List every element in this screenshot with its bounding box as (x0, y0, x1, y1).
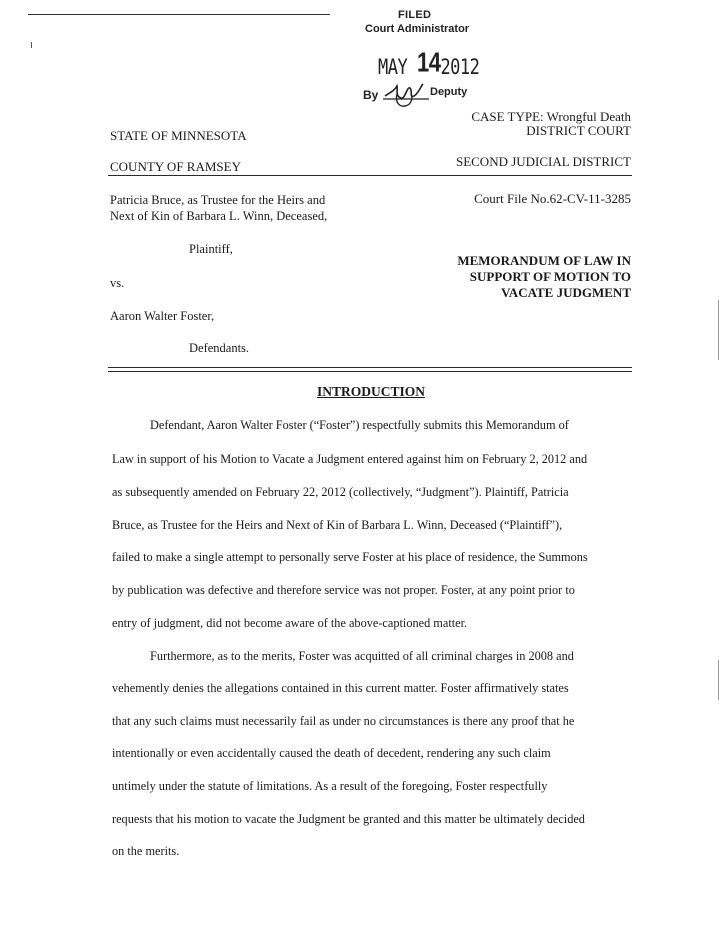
stamp-date-year: 2012 (440, 55, 480, 81)
margin-mark (718, 660, 719, 700)
versus-label: vs. (110, 276, 125, 290)
body-line: Defendant, Aaron Walter Foster (“Foster”) respectfully submits this Memorandum of (150, 418, 569, 432)
stamp-by-label: By (363, 88, 379, 102)
memo-title-line-2: SUPPORT OF MOTION TO (469, 269, 631, 284)
defendant-role: Defendants. (189, 341, 250, 355)
judicial-district: SECOND JUDICIAL DISTRICT (455, 154, 631, 169)
section-heading: INTRODUCTION (317, 384, 426, 399)
memo-title-line-1: MEMORANDUM OF LAW IN (457, 253, 631, 268)
stamp-deputy-label: Deputy (430, 86, 468, 98)
case-type: CASE TYPE: Wrongful Death (471, 109, 631, 124)
plaintiff-name-line-1: Patricia Bruce, as Trustee for the Heirs and (110, 193, 326, 207)
body-line: that any such claims must necessarily fail as under no circumstances is there any proof that he (112, 714, 575, 728)
deputy-signature (383, 82, 429, 108)
county-name: COUNTY OF RAMSEY (110, 159, 241, 174)
body-line: Furthermore, as to the merits, Foster was acquitted of all criminal charges in 2008 and (150, 649, 574, 663)
body-line: on the merits. (112, 844, 180, 858)
caption-rule (108, 175, 632, 176)
margin-mark (31, 42, 32, 48)
plaintiff-name-line-2: Next of Kin of Barbara L. Winn, Deceased, (110, 209, 328, 223)
state-name: STATE OF MINNESOTA (110, 128, 247, 143)
section-divider (108, 367, 632, 368)
body-line: vehemently denies the allegations contained in this current matter. Foster affirmatively states (112, 681, 569, 695)
plaintiff-role: Plaintiff, (189, 242, 233, 256)
defendant-name: Aaron Walter Foster, (110, 309, 215, 323)
body-line: by publication was defective and therefore service was not proper. Foster, at any point prior to (112, 583, 575, 597)
body-line: Law in support of his Motion to Vacate a Judgment entered against him on February 2, 2012 and (112, 452, 588, 466)
body-line: untimely under the statute of limitations. As a result of the foregoing, Foster respectfully (112, 779, 548, 793)
section-divider (108, 371, 632, 372)
district-court: DISTRICT COURT (526, 123, 631, 138)
body-line: Bruce, as Trustee for the Heirs and Next of Kin of Barbara L. Winn, Deceased (“Plaintiff”), (112, 518, 563, 532)
court-file-number: Court File No.62-CV-11-3285 (474, 191, 631, 206)
stamp-date-day: 14 (416, 46, 441, 78)
header-rule (28, 14, 330, 15)
stamp-date-month: MAY (378, 55, 417, 81)
body-line: as subsequently amended on February 22, 2012 (collectively, “Judgment”). Plaintiff, Patricia (112, 485, 569, 499)
body-line: failed to make a single attempt to personally serve Foster at his place of residence, the Summons (112, 550, 588, 564)
stamp-filed-label: FILED (398, 9, 432, 21)
memo-title-line-3: VACATE JUDGMENT (501, 285, 631, 300)
body-line: intentionally or even accidentally caused the death of decedent, rendering any such claim (112, 746, 551, 760)
body-line: entry of judgment, did not become aware of the above-captioned matter. (112, 616, 468, 630)
body-line: requests that his motion to vacate the Judgment be granted and this matter be ultimately decided (112, 812, 585, 826)
margin-mark (718, 300, 719, 360)
stamp-court-administrator: Court Administrator (365, 23, 470, 35)
stamp-date (378, 46, 480, 82)
